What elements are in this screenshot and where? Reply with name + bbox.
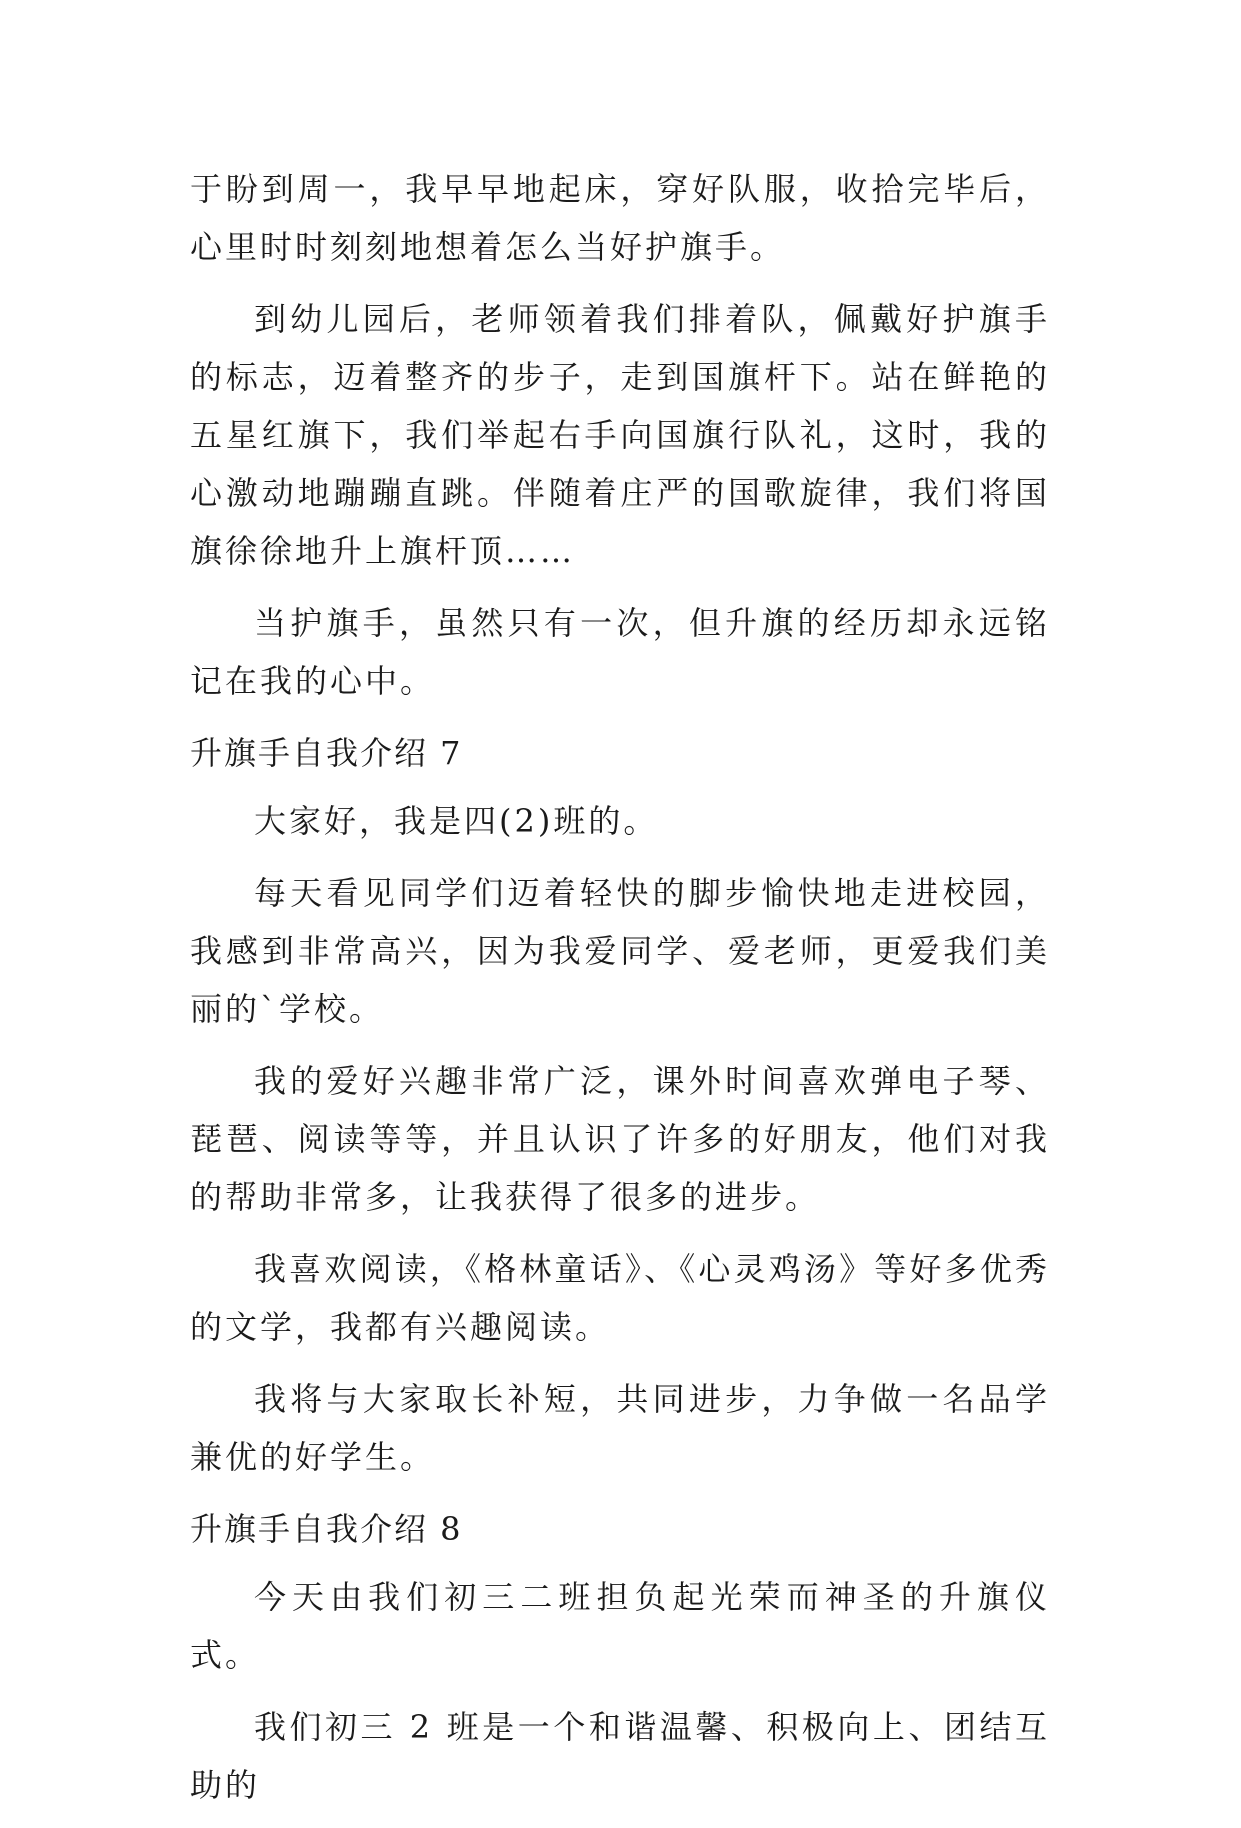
paragraph-5: 每天看见同学们迈着轻快的脚步愉快地走进校园，我感到非常高兴，因为我爱同学、爱老师，更爱我们美丽的`学校。: [190, 874, 1050, 1028]
section-heading-8: 升旗手自我介绍 8: [190, 1510, 463, 1548]
paragraph-1: 于盼到周一，我早早地起床，穿好队服，收拾完毕后，心里时时刻刻地想着怎么当好护旗手。: [190, 170, 1050, 266]
document-body: [190, 160, 1050, 1828]
paragraph-6: 我的爱好兴趣非常广泛，课外时间喜欢弹电子琴、琵琶、阅读等等，并且认识了许多的好朋友，他们对我的帮助非常多，让我获得了很多的进步。: [190, 1062, 1050, 1216]
paragraph-4: 大家好，我是四(2)班的。: [254, 802, 659, 840]
paragraph-10: 我们初三 2 班是一个和谐温馨、积极向上、团结互助的: [190, 1708, 1050, 1804]
section-heading-7: 升旗手自我介绍 7: [190, 734, 463, 772]
paragraph-7: 我喜欢阅读，《格林童话》、《心灵鸡汤》等好多优秀的文学，我都有兴趣阅读。: [190, 1250, 1050, 1346]
paragraph-2: 到幼儿园后，老师领着我们排着队，佩戴好护旗手的标志，迈着整齐的步子，走到国旗杆下。站在鲜艳的五星红旗下，我们举起右手向国旗行队礼，这时，我的心激动地蹦蹦直跳。伴随着庄严的国歌旋律，我们将国旗徐徐地升上旗杆顶……: [190, 300, 1050, 570]
paragraph-9: 今天由我们初三二班担负起光荣而神圣的升旗仪式。: [190, 1578, 1050, 1674]
paragraph-3: 当护旗手，虽然只有一次，但升旗的经历却永远铭记在我的心中。: [190, 604, 1050, 700]
paragraph-8: 我将与大家取长补短，共同进步，力争做一名品学兼优的好学生。: [190, 1380, 1050, 1476]
